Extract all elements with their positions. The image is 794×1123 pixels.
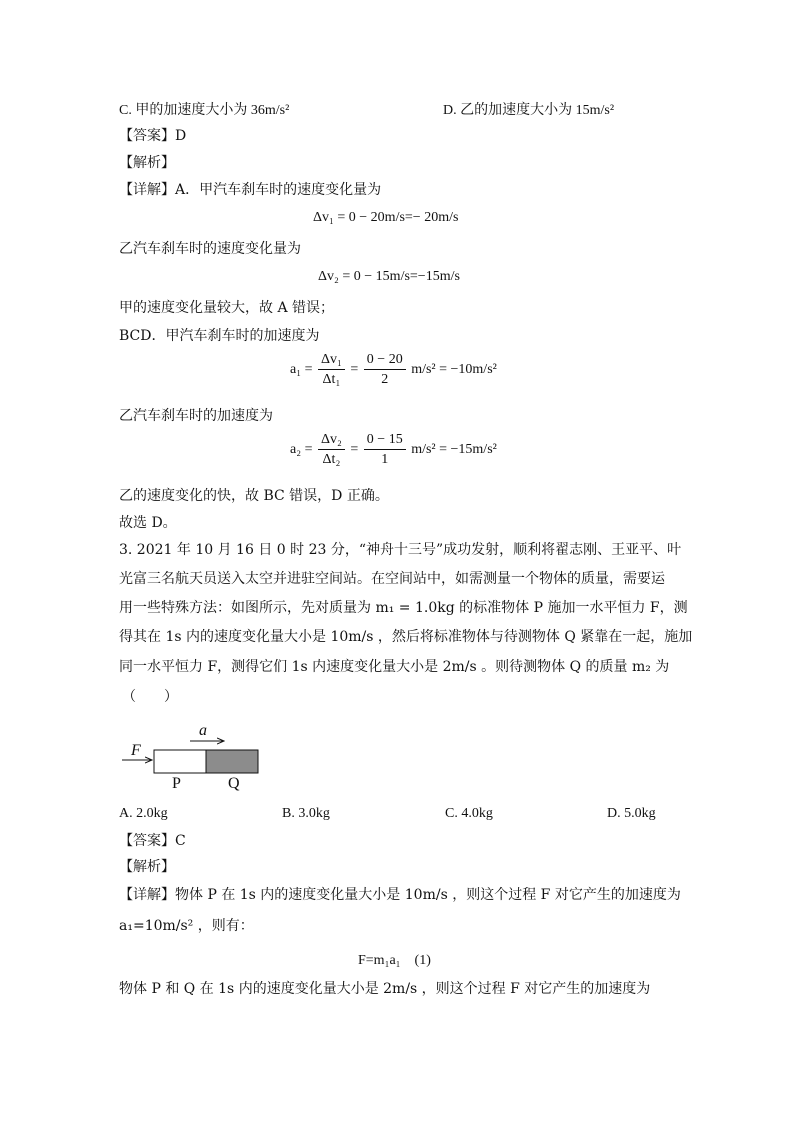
q3-equation: F=m₁a₁ (1) — [358, 953, 431, 968]
eq4-rhs: m/s² = −15m/s² — [411, 442, 497, 457]
analysis-label: 【解析】 — [119, 155, 175, 171]
q3-answer-paren: （ ） — [122, 689, 178, 705]
eq4-fraction-2 — [364, 432, 406, 468]
q3-option-c: C. 4.0kg — [445, 806, 493, 821]
detail-line-7: 故选 D。 — [119, 515, 177, 531]
q3-analysis: 【解析】 — [119, 859, 175, 875]
q3-answer: 【答案】C — [119, 833, 186, 849]
eq3-f2-den: 2 — [381, 372, 389, 387]
detail-line-2: 乙汽车刹车时的速度变化量为 — [119, 241, 301, 257]
answer-label: 【答案】D — [119, 128, 187, 144]
detail-line-1: 【详解】A．甲汽车刹车时的速度变化量为 — [119, 182, 382, 198]
q3-line-3: 用一些特殊方法：如图所示，先对质量为 m₁ = 1.0kg 的标准物体 P 施加一水平恒力 F，测 — [119, 600, 688, 616]
block-p-label: P — [172, 775, 181, 792]
detail-line-4: BCD．甲汽车刹车时的加速度为 — [119, 328, 320, 344]
eq4-f1-num: Δv₂ — [318, 432, 345, 450]
eq3-rhs: m/s² = −10m/s² — [411, 362, 497, 377]
block-q — [206, 750, 258, 773]
force-label: F — [131, 742, 141, 759]
q3-detail-2: a₁=10m/s² ，则有： — [119, 918, 254, 934]
q3-line-1: 3. 2021 年 10 月 16 日 0 时 23 分，“神舟十三号”成功发射，顺利将翟志刚、王亚平、叶 — [119, 542, 682, 558]
option-c: C. 甲的加速度大小为 36m/s² — [119, 103, 290, 118]
eq4-f1-den: Δt₂ — [322, 452, 341, 467]
block-p — [154, 750, 206, 773]
detail-line-3: 甲的速度变化量较大，故 A 错误； — [119, 300, 335, 316]
q3-detail-3: 物体 P 和 Q 在 1s 内的速度变化量大小是 2m/s ，则这个过程 F 对它产生的加速度为 — [119, 981, 651, 997]
eq3-f2-num: 0 − 20 — [364, 352, 406, 370]
q3-detail-1: 【详解】物体 P 在 1s 内的速度变化量大小是 10m/s ，则这个过程 F 对它产生的加速度为 — [119, 887, 681, 903]
q3-option-a: A. 2.0kg — [119, 806, 168, 821]
equation-3: a₁ = $\frac{\text{Δv₁}}{\text{Δt₁}}$ = $\frac{0 - 20}{2}$ m/s² = −10m/s² — [290, 352, 497, 387]
detail-line-5: 乙汽车刹车时的加速度为 — [119, 408, 273, 424]
eq3-f1-den: Δt₁ — [322, 372, 341, 387]
eq3-fraction-2 — [364, 352, 406, 388]
eq4-f2-num: 0 − 15 — [364, 432, 406, 450]
eq3-lhs: a₁ = — [290, 362, 313, 377]
eq3-fraction-1 — [318, 352, 345, 388]
equation-2: Δv₂ = 0 − 15m/s=−15m/s — [318, 269, 460, 284]
equation-1: Δv₁ = 0 − 20m/s=− 20m/s — [313, 210, 459, 225]
eq4-f2-den: 1 — [381, 452, 389, 467]
q3-line-4: 得其在 1s 内的速度变化量大小是 10m/s ，然后将标准物体与待测物体 Q 紧靠在一起，施加 — [119, 629, 693, 645]
eq4-fraction-1 — [318, 432, 345, 468]
q3-line-2: 光富三名航天员送入太空并进驻空间站。在空间站中，如需测量一个物体的质量，需要运 — [119, 571, 665, 587]
q3-option-d: D. 5.0kg — [607, 806, 656, 821]
q3-option-b: B. 3.0kg — [282, 806, 330, 821]
equation-4: a₂ = $\frac{\text{Δv₂}}{\text{Δt₂}}$ = $\frac{0 - 15}{1}$ m/s² = −15m/s² — [290, 432, 497, 467]
option-d: D. 乙的加速度大小为 15m/s² — [443, 103, 615, 118]
eq3-f1-num: Δv₁ — [318, 352, 345, 370]
detail-line-6: 乙的速度变化的快，故 BC 错误，D 正确。 — [119, 488, 389, 504]
acceleration-label: a — [199, 722, 207, 739]
eq4-lhs: a₂ = — [290, 442, 313, 457]
q3-line-5: 同一水平恒力 F，测得它们 1s 内速度变化量大小是 2m/s 。则待测物体 Q 的质量 m₂ 为 — [119, 659, 670, 675]
block-q-label: Q — [228, 775, 240, 792]
